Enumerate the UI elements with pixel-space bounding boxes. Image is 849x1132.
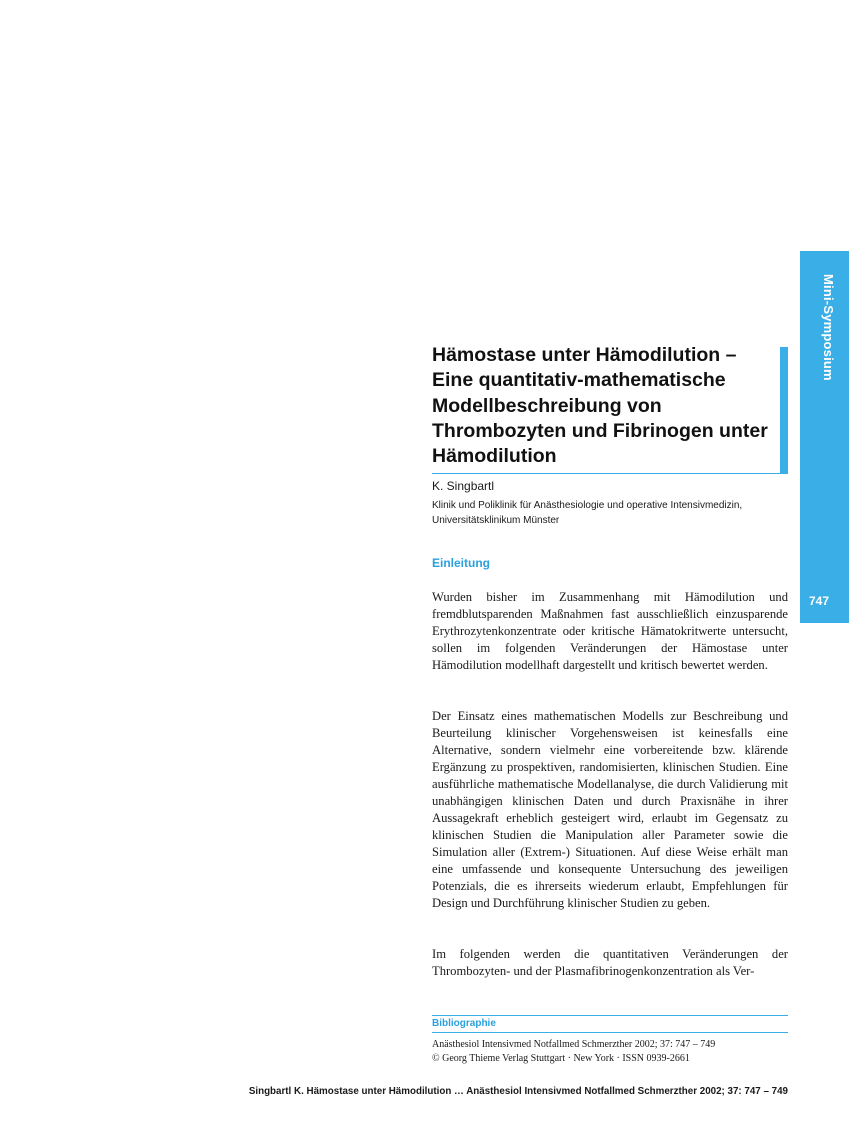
section-label: Mini-Symposium [821,274,836,381]
body-paragraph: Der Einsatz eines mathematischen Modells zur Beschreibung und Beurteilung klinischer Vorgehensweisen ist keinesfalls eine Alternative, sondern vielmehr eine vorbereitende bzw. klärende Ergänzung zu prospektiven, randomisierten, klinischen Studien. Eine ausführliche mathematische Modellanalyse, die durch Validierung mit unabhängigen klinischen Daten und durch Praxisnähe in ihrer Aussagekraft erheblich gesteigert wird, erlaubt im Gegensatz zu klinischen Studien die Manipulation aller Parameter sowie die Simulation aller (Extrem-) Situationen. Auf diese Weise erhält man eine umfassende und konsequente Untersuchung des jeweiligen Potenzials, die es ihrerseits wiederum erlaubt, Empfehlungen für Design und Durchführung klinischer Studien zu geben. [432,709,788,910]
affiliation-line: Universitätsklinikum Münster [432,515,560,526]
affiliation [432,498,788,528]
section-heading: Einleitung [432,556,490,570]
body-paragraph: Im folgenden werden die quantitativen Veränderungen der Thrombozyten- und der Plasmafibrinogenkonzentration als Ver- [432,947,788,978]
body-paragraph: Wurden bisher im Zusammenhang mit Hämodilution und fremdblutsparenden Maßnahmen fast ausschließlich einzusparende Erythrozytenkonzentrate oder kritische Hämatokritwerte untersucht, sollen im folgenden Veränderungen der Hämostase unter Hämodilution modellhaft dargestellt und kritisch bewertet werden. [432,590,788,672]
running-footer: Singbartl K. Hämostase unter Hämodilution … Anästhesiol Intensivmed Notfallmed Schmerzther 2002; 37: 747 – 749 [248,1086,788,1097]
citation-line: Anästhesiol Intensivmed Notfallmed Schmerzther 2002; 37: 747 – 749 [432,1039,716,1050]
title-block [432,343,788,474]
bibliography-box [432,1015,788,1066]
affiliation-line: Klinik und Poliklinik für Anästhesiologie und operative Intensivmedizin, [432,500,743,511]
author: K. Singbartl [432,479,495,493]
article-title: Hämostase unter Hämodilution – Eine quantitativ-mathematische Modellbeschreibung von Thrombozyten und Fibrinogen unter Hämodilution [432,344,768,468]
page-number: 747 [809,594,830,608]
copyright-line: © Georg Thieme Verlag Stuttgart · New York · ISSN 0939-2661 [432,1053,690,1064]
bibliography-heading: Bibliographie [432,1016,788,1033]
